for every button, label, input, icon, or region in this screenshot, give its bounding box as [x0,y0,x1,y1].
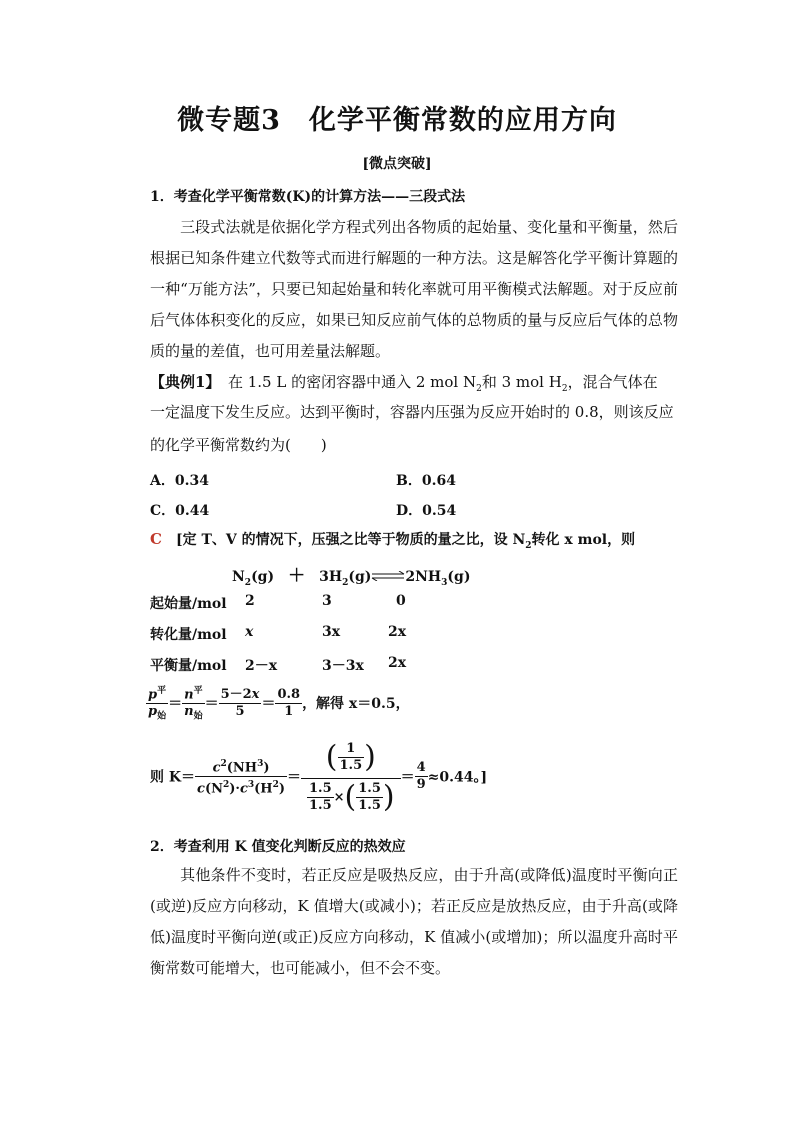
answer-letter: C [150,530,162,548]
row-start-a: 2 [245,593,255,609]
option-d: D．0.54 [396,503,457,519]
section1-body: 三段式法就是依据化学方程式列出各物质的起始量、变化量和平衡量，然后根据已知条件建立代数等式而进行解题的一种方法。这是解答化学平衡计算题的一种“万能方法”，只要已知起始量和转化率就可用平衡模式法解题。对于反应前后气体体积变化的反应，如果已知反应前气体的总物质的量与反应后气体的总物质的量的差值，也可用差量法解题。 [150,218,678,360]
row-label-change: 转化量/mol [150,627,227,643]
row-label-start: 起始量/mol [150,596,227,612]
row-start-c: 0 [396,593,406,609]
answer-line: C [定 T、V 的情况下，压强之比等于物质的量之比，设 $N_2$转化 x mol，则 [150,530,636,551]
row-eq-b: 3－3x [322,658,364,674]
example-line2: 一定温度下发生反应。达到平衡时，容器内压强为反应开始时的 0.8，则该反应 [150,403,674,421]
row-change-b: 3x [322,624,341,640]
row-start-b: 3 [322,593,332,609]
row-eq-a: 2－x [245,658,278,674]
equilibrium-arrow-icon [371,569,405,585]
option-c: C．0.44 [150,503,210,519]
row-label-equilibrium: 平衡量/mol [150,658,227,674]
section-subhead: [微点突破] [362,156,432,172]
row-change-c: 2x [388,624,407,640]
k-formula: 则 K＝ $\frac{c^2(NH^3)}{c(N^2)\cdot c^3(H^2)}$ ＝ ( $\frac{1}{1.5}$ ) $\frac{1.5}{1.5}$ ×( $\frac{1.5}{1.5}$ ) ＝ $\frac{4}{9}$ ≈0.44。] [150,737,487,816]
section2-body: 其他条件不变时，若正反应是吸热反应，由于升高(或降低)温度时平衡向正(或逆)反应方向移动，K 值增大(或减小)；若正反应是放热反应，由于升高(或降低)温度时平衡向逆(或正)反应方向移动，K 值减小(或增加)；所以温度升高时平衡常数可能增大，也可能减小，但不会不变。 [150,866,678,977]
pressure-ratio-formula: $\frac{p^平}{p_始}$ ＝ $\frac{n^平}{n_始}$ ＝ $\frac{5-2x}{5}$ ＝ $\frac{0.8}{1}$ ，解得 x＝0.5， [146,683,410,725]
example-line1: 【典例1】 在 1.5 L 的密闭容器中通入 2 mol $N_2$和 3 mol $H_2$，混合气体在 [150,373,658,394]
row-eq-c: 2x [388,655,407,671]
row-change-a: x [245,624,254,640]
example-line3: 的化学平衡常数约为( ) [150,436,327,454]
section1-heading: 1．考查化学平衡常数(K)的计算方法——三段式法 [150,189,466,205]
section2-heading: 2．考查利用 K 值变化判断反应的热效应 [150,839,406,855]
option-a: A．0.34 [150,473,209,489]
page-title: 微专题3 化学平衡常数的应用方向 [177,105,617,136]
option-b: B．0.64 [396,473,456,489]
equation: $N_2(g)$ ＋ $3H_2(g)$ $2NH_3(g)$ [232,566,471,588]
